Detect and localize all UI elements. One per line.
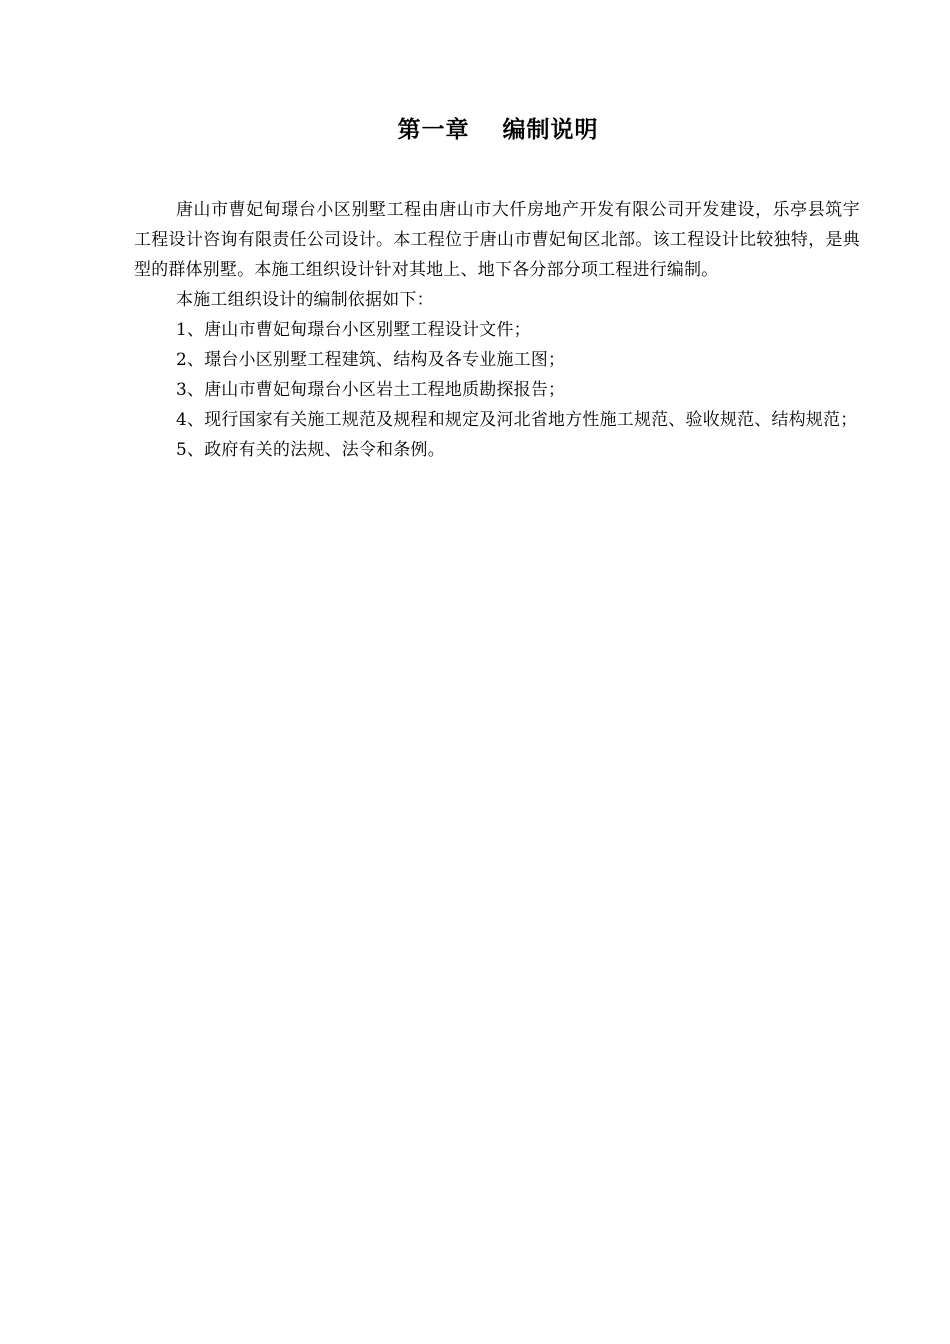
basis-item-2: 2、璟台小区别墅工程建筑、结构及各专业施工图； <box>176 349 566 369</box>
chapter-title: 第一章 编制说明 <box>397 117 599 144</box>
body-text <box>134 194 860 464</box>
basis-heading-paragraph: 本施工组织设计的编制依据如下： <box>176 289 434 309</box>
basis-item-4: 4、现行国家有关施工规范及规程和规定及河北省地方性施工规范、验收规范、结构规范； <box>176 409 858 429</box>
intro-paragraph: 唐山市曹妃甸璟台小区别墅工程由唐山市大仟房地产开发有限公司开发建设，乐亭县筑宇工程设计咨询有限责任公司设计。本工程位于唐山市曹妃甸区北部。该工程设计比较独特，是典型的群体别墅。本施工组织设计针对其地上、地下各分部分项工程进行编制。 <box>134 199 860 279</box>
basis-item-5: 5、政府有关的法规、法令和条例。 <box>176 439 445 459</box>
basis-item-1: 1、唐山市曹妃甸璟台小区别墅工程设计文件； <box>176 319 531 339</box>
basis-item-3: 3、唐山市曹妃甸璟台小区岩土工程地质勘探报告； <box>176 379 566 399</box>
